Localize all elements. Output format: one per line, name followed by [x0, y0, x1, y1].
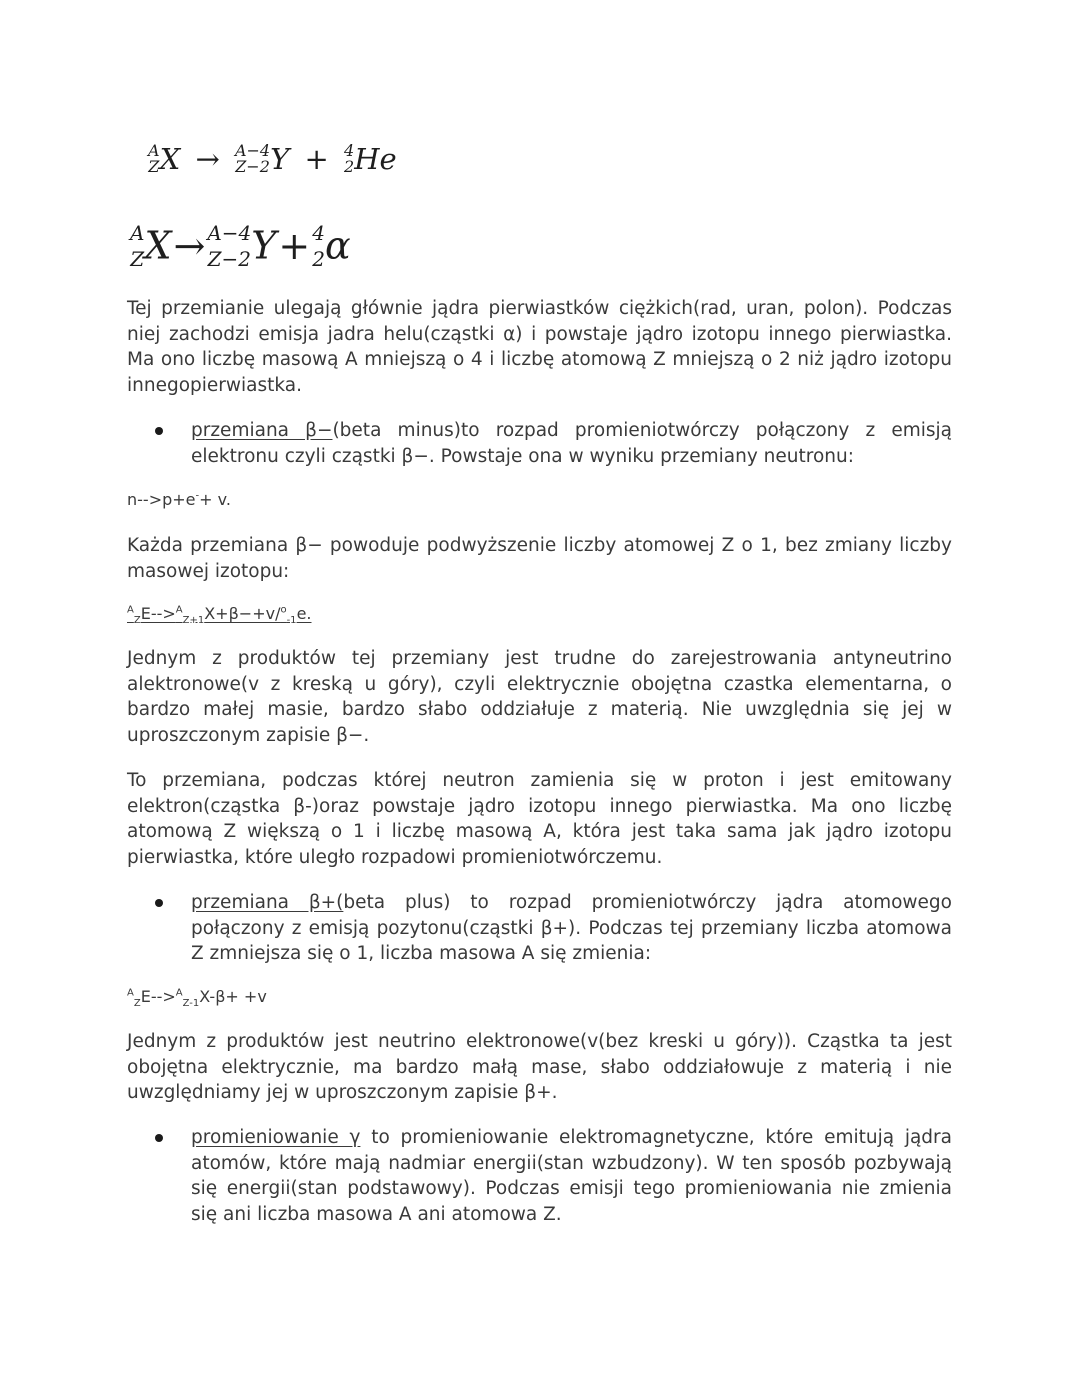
reaction-left: n-->p+e: [127, 490, 196, 509]
charge-superscript: -: [195, 490, 200, 502]
daughter-symbol: Y: [270, 142, 290, 176]
bullet-icon: [155, 427, 163, 435]
mass-number: A: [130, 220, 145, 245]
formula-part: X-β+ +v: [199, 987, 267, 1006]
atomic-number: 2: [312, 246, 325, 271]
beta-plus-formula: [127, 987, 267, 1009]
formula-part: E-->: [140, 987, 176, 1006]
plus-sign: +: [304, 142, 329, 176]
arrow-icon: →: [173, 223, 206, 268]
daughter-nuclide-indices: [235, 143, 270, 175]
bullet-icon: [155, 1134, 163, 1142]
beta-minus-formula: [127, 604, 312, 626]
emitted-symbol: He: [354, 142, 397, 176]
mass-number: A: [127, 604, 134, 616]
emitted-particle-indices: [312, 220, 325, 271]
bullet-beta-minus: [155, 418, 952, 469]
term-beta-minus: przemiana β−: [191, 420, 333, 441]
definition-text: beta plus) to rozpad promieniotwórczy jądra atomowego połączony z emisją pozytonu(cząstki β+). Podczas tej przemiany liczba atomowa Z zmniejsza się o 1, liczba masowa A się zmienia:: [191, 892, 952, 964]
mass-number: 4: [344, 141, 355, 160]
atomic-number: Z−2: [207, 246, 252, 271]
atomic-number: Z-1: [182, 998, 200, 1010]
neutron-decay-reaction: [127, 490, 231, 509]
bullet-text: [191, 890, 952, 967]
beta-minus-paragraph-3: To przemiana, podczas której neutron zamienia się w proton i jest emitowany elektron(cząstka β-)oraz powstaje jądro izotopu innego pierwiastka. Ma ono liczbę atomową Z większą o 1 i liczbę masową A, która jest taka sama jak jądro izotopu pierwiastka, które uległo rozpadowi promieniotwórczemu.: [127, 770, 952, 868]
atomic-number: -1: [286, 615, 297, 627]
parent-nuclide-indices: [148, 143, 160, 175]
daughter-symbol: Y: [251, 223, 277, 268]
beta-plus-paragraph: Jednym z produktów jest neutrino elektronowe(v(bez kreski u góry)). Cząstka ta jest obojętna elektrycznie, ma bardzo małą mase, słabo oddziałowuje z materią i nie uwzględniamy jej w uproszczonym zapisie β+.: [127, 1031, 952, 1103]
bullet-gamma: [155, 1125, 952, 1227]
mass-number: A: [175, 604, 183, 616]
formula-part: X+β−+v/: [204, 604, 281, 623]
bullet-text: [191, 418, 952, 469]
mass-number: o: [280, 604, 287, 616]
bullet-icon: [155, 899, 163, 907]
alpha-decay-equation-he: [148, 140, 397, 176]
beta-minus-paragraph-2: Jednym z produktów tej przemiany jest trudne do zarejestrowania antyneutrino alektronowe(v z kreską u góry), czyli elektrycznie obojętna czastka elementarna, o bardzo małej masie, bardzo słabo oddziałuje z materią. Nie uwzględnia się jej w uproszczonym zapisie β−.: [127, 648, 952, 746]
arrow-icon: →: [195, 142, 220, 176]
alpha-decay-equation-alpha: [130, 220, 351, 269]
formula-part: e.: [296, 604, 312, 623]
bullet-beta-plus: [155, 890, 952, 967]
mass-number: A−4: [234, 141, 271, 160]
mass-number: 4: [312, 220, 325, 245]
atomic-number: Z+1: [182, 615, 205, 627]
atomic-number: 2: [344, 157, 355, 176]
atomic-number: Z: [130, 246, 145, 271]
beta-minus-paragraph-1: Każda przemiana β− powoduje podwyższenie liczby atomowej Z o 1, bez zmiany liczby masowej izotopu:: [127, 535, 952, 582]
term-beta-plus: przemiana β+(: [191, 892, 344, 913]
atomic-number: Z: [133, 998, 141, 1010]
bullet-text: [191, 1125, 952, 1227]
mass-number: A: [175, 987, 183, 999]
plus-sign: +: [278, 223, 311, 268]
formula-part: E-->: [140, 604, 176, 623]
parent-symbol: X: [144, 223, 172, 268]
atomic-number: Z: [148, 157, 160, 176]
reaction-right: + v.: [199, 490, 231, 509]
definition-text: (beta minus)to rozpad promieniotwórczy połączony z emisją elektronu czyli cząstki β−. Powstaje ona w wyniku przemiany neutronu:: [191, 420, 952, 467]
emitted-particle-indices: [344, 143, 354, 175]
mass-number: A: [148, 141, 160, 160]
mass-number: A: [127, 987, 134, 999]
term-gamma: promieniowanie γ: [191, 1127, 361, 1148]
atomic-number: Z: [133, 615, 141, 627]
parent-nuclide-indices: [130, 220, 145, 271]
atomic-number: Z−2: [235, 157, 270, 176]
definition-text: to promieniowanie elektromagnetyczne, które emitują jądra atomów, które mają nadmiar energii(stan wzbudzony). W ten sposób pozbywają się energii(stan podstawowy). Podczas emisji tego promieniowania nie zmienia się ani liczba masowa A ani atomowa Z.: [191, 1127, 952, 1225]
alpha-decay-paragraph: Tej przemianie ulegają głównie jądra pierwiastków ciężkich(rad, uran, polon). Podczas niej zachodzi emisja jadra helu(cząstki α) i powstaje jądro izotopu innego pierwiastka. Ma ono liczbę masową A mniejszą o 4 i liczbę atomową Z mniejszą o 2 niż jądro izotopu innegopierwiastka.: [127, 298, 952, 396]
mass-number: A−4: [207, 220, 252, 245]
parent-symbol: X: [159, 142, 181, 176]
daughter-nuclide-indices: [207, 220, 252, 271]
emitted-symbol: α: [324, 223, 351, 268]
